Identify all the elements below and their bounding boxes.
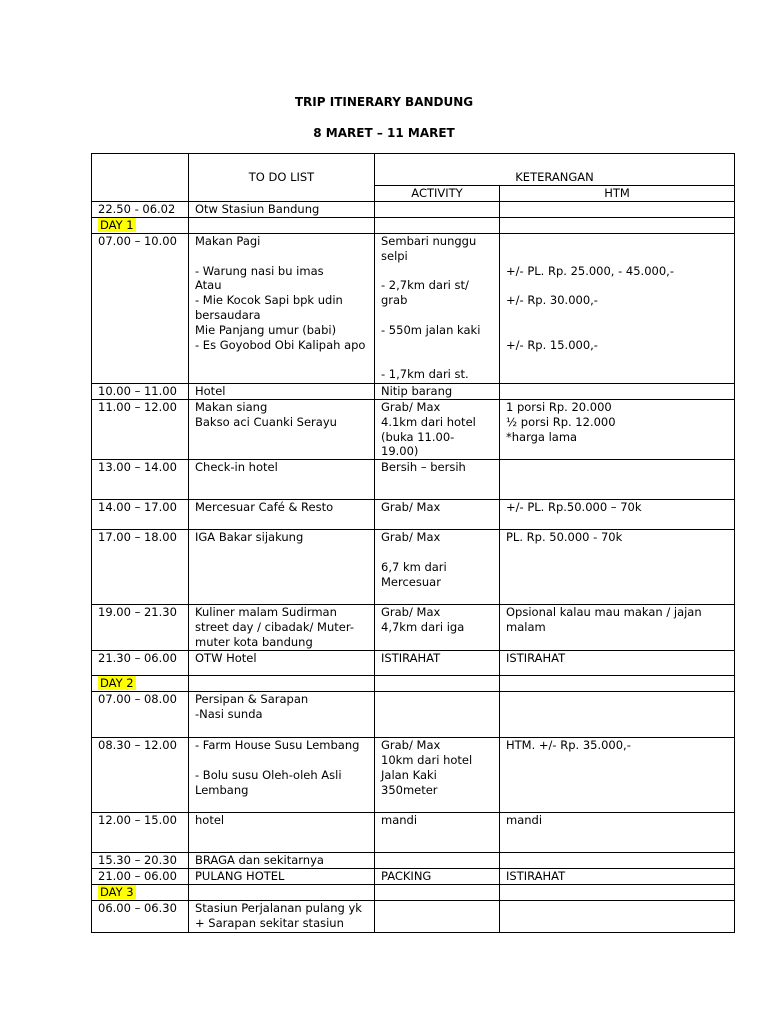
todo-cell: Mercesuar Café & Resto [189, 500, 375, 530]
activity-cell: Nitip barang [375, 384, 500, 400]
document-title: TRIP ITINERARY BANDUNG [294, 95, 474, 109]
todo-cell: Stasiun Perjalanan pulang yk + Sarapan sekitar stasiun [189, 901, 375, 933]
table-row [92, 853, 735, 869]
table-row [92, 460, 735, 500]
todo-cell: OTW Hotel [189, 651, 375, 676]
day-cell [92, 676, 189, 692]
table-row [92, 605, 735, 651]
htm-cell [500, 901, 735, 933]
htm-cell: ISTIRAHAT [500, 651, 735, 676]
todo-cell: PULANG HOTEL [189, 869, 375, 885]
htm-cell [500, 853, 735, 869]
htm-cell: Opsional kalau mau makan / jajan malam [500, 605, 735, 651]
empty-cell [189, 885, 375, 901]
time-cell: 10.00 – 11.00 [92, 384, 189, 400]
table-row [92, 400, 735, 460]
day-row [92, 676, 735, 692]
activity-cell [375, 853, 500, 869]
activity-cell [375, 901, 500, 933]
document-subtitle: 8 MARET – 11 MARET [313, 126, 455, 140]
todo-cell: Hotel [189, 384, 375, 400]
table-row [92, 869, 735, 885]
time-cell: 22.50 - 06.02 [92, 202, 189, 218]
day-cell [92, 218, 189, 234]
time-cell: 11.00 – 12.00 [92, 400, 189, 460]
table-row [92, 692, 735, 738]
htm-cell [500, 384, 735, 400]
empty-cell [189, 676, 375, 692]
todo-cell: hotel [189, 813, 375, 853]
todo-cell: BRAGA dan sekitarnya [189, 853, 375, 869]
activity-cell: Grab/ Max 4,7km dari iga [375, 605, 500, 651]
table-row [92, 500, 735, 530]
todo-cell: Persipan & Sarapan -Nasi sunda [189, 692, 375, 738]
htm-cell: +/- PL. Rp.50.000 – 70k [500, 500, 735, 530]
time-cell: 12.00 – 15.00 [92, 813, 189, 853]
table-row [92, 384, 735, 400]
time-cell: 13.00 – 14.00 [92, 460, 189, 500]
table-row [92, 202, 735, 218]
day-label: DAY 3 [100, 885, 134, 900]
empty-cell [500, 885, 735, 901]
activity-cell: PACKING [375, 869, 500, 885]
activity-cell: Grab/ Max 4.1km dari hotel (buka 11.00- 19.00) [375, 400, 500, 460]
empty-cell [500, 676, 735, 692]
empty-cell [375, 885, 500, 901]
todo-cell: Otw Stasiun Bandung [189, 202, 375, 218]
activity-cell: Bersih – bersih [375, 460, 500, 500]
table-row [92, 901, 735, 933]
htm-cell: 1 porsi Rp. 20.000 ½ porsi Rp. 12.000 *harga lama [500, 400, 735, 460]
day-row [92, 218, 735, 234]
day-cell [92, 885, 189, 901]
activity-header: ACTIVITY [375, 186, 500, 202]
todo-cell: IGA Bakar sijakung [189, 530, 375, 605]
time-cell: 21.30 – 06.00 [92, 651, 189, 676]
time-cell: 07.00 – 08.00 [92, 692, 189, 738]
header-row [92, 154, 735, 186]
time-cell: 06.00 – 06.30 [92, 901, 189, 933]
time-header-cell [92, 154, 189, 202]
time-cell: 07.00 – 10.00 [92, 234, 189, 384]
htm-header: HTM [500, 186, 735, 202]
htm-cell: HTM. +/- Rp. 35.000,- [500, 738, 735, 813]
table-row [92, 813, 735, 853]
keterangan-header: KETERANGAN [375, 154, 735, 186]
activity-cell: Grab/ Max 10km dari hotel Jalan Kaki 350meter [375, 738, 500, 813]
activity-cell [375, 692, 500, 738]
time-cell: 19.00 – 21.30 [92, 605, 189, 651]
day-row [92, 885, 735, 901]
activity-cell [375, 202, 500, 218]
activity-cell: Grab/ Max [375, 500, 500, 530]
activity-cell: mandi [375, 813, 500, 853]
htm-cell [500, 202, 735, 218]
table-row [92, 234, 735, 384]
time-cell: 17.00 – 18.00 [92, 530, 189, 605]
htm-cell [500, 692, 735, 738]
time-cell: 08.30 – 12.00 [92, 738, 189, 813]
table-row [92, 651, 735, 676]
itinerary-body [92, 154, 735, 933]
table-row [92, 530, 735, 605]
activity-cell: Sembari nunggu selpi - 2,7km dari st/ grab - 550m jalan kaki - 1,7km dari st. [375, 234, 500, 384]
empty-cell [189, 218, 375, 234]
empty-cell [375, 218, 500, 234]
time-cell: 21.00 – 06.00 [92, 869, 189, 885]
day-label: DAY 1 [100, 218, 134, 232]
htm-cell: PL. Rp. 50.000 - 70k [500, 530, 735, 605]
empty-cell [375, 676, 500, 692]
htm-cell [500, 460, 735, 500]
htm-cell: ISTIRAHAT [500, 869, 735, 885]
activity-cell: Grab/ Max 6,7 km dari Mercesuar [375, 530, 500, 605]
itinerary-table [91, 153, 735, 933]
activity-cell: ISTIRAHAT [375, 651, 500, 676]
htm-cell: +/- PL. Rp. 25.000, - 45.000,- +/- Rp. 30.000,- +/- Rp. 15.000,- [500, 234, 735, 384]
table-row [92, 738, 735, 813]
todo-cell: Makan siang Bakso aci Cuanki Serayu [189, 400, 375, 460]
todo-header: TO DO LIST [189, 154, 375, 202]
day-label: DAY 2 [100, 676, 134, 691]
time-cell: 14.00 – 17.00 [92, 500, 189, 530]
empty-cell [500, 218, 735, 234]
htm-cell: mandi [500, 813, 735, 853]
todo-cell: Makan Pagi - Warung nasi bu imas Atau - Mie Kocok Sapi bpk udin bersaudara Mie Panjang umur (babi) - Es Goyobod Obi Kalipah apo [189, 234, 375, 384]
time-cell: 15.30 – 20.30 [92, 853, 189, 869]
todo-cell: - Farm House Susu Lembang - Bolu susu Oleh-oleh Asli Lembang [189, 738, 375, 813]
todo-cell: Check-in hotel [189, 460, 375, 500]
todo-cell: Kuliner malam Sudirman street day / cibadak/ Muter-muter kota bandung [189, 605, 375, 651]
